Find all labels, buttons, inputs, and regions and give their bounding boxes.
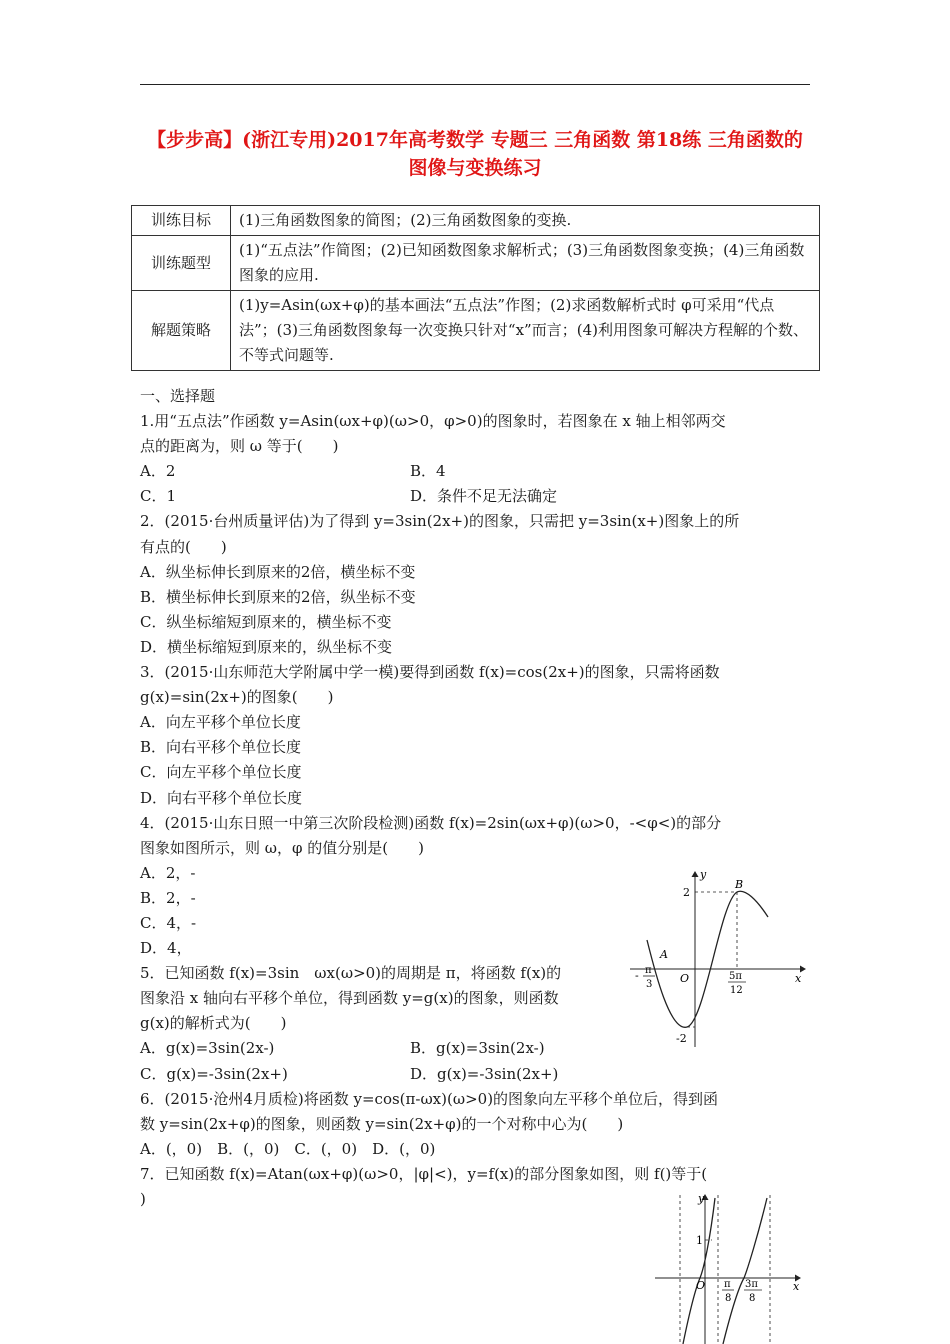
axis-label-x: x bbox=[793, 1280, 800, 1293]
q2-line: 2．(2015·台州质量评估)为了得到 y=3sin(2x+)的图象，只需把 y=3sin(x+)图象上的所 bbox=[140, 512, 740, 531]
origin-label: O bbox=[680, 972, 690, 985]
q1-options bbox=[140, 484, 810, 509]
table-row bbox=[132, 206, 820, 236]
tick-left-den: 3 bbox=[646, 979, 653, 990]
axis-label-x: x bbox=[795, 972, 802, 985]
tick-label-neg2: -2 bbox=[676, 1032, 687, 1045]
tick-t2-den: 8 bbox=[749, 1293, 756, 1304]
option: A．g(x)=3sin(2x-) bbox=[140, 1039, 275, 1058]
option: A．2 bbox=[140, 462, 176, 481]
tick-label-2: 2 bbox=[683, 886, 690, 899]
option: A．2，- bbox=[140, 863, 196, 882]
point-label-a: A bbox=[660, 948, 668, 961]
table-row bbox=[132, 236, 820, 291]
option: D．横坐标缩短到原来的，纵坐标不变 bbox=[140, 637, 393, 656]
q5-line: g(x)的解析式为( ) bbox=[140, 1014, 287, 1033]
q1-options bbox=[140, 459, 810, 484]
q5-line: 5．已知函数 f(x)=3sin ωx(ω>0)的周期是 π，将函数 f(x)的 bbox=[140, 964, 562, 983]
table-value: (1)三角函数图象的简图；(2)三角函数图象的变换. bbox=[231, 206, 820, 236]
option: D．4， bbox=[140, 939, 192, 958]
option: B．向右平移个单位长度 bbox=[140, 738, 302, 757]
q4-line: 4．(2015·山东日照一中第三次阶段检测)函数 f(x)=2sin(ωx+φ)(ω>0，-<φ<)的部分 bbox=[140, 813, 722, 832]
tick-t2-num: 3π bbox=[745, 1279, 758, 1290]
q6-line: 数 y=sin(2x+φ)的图象，则函数 y=sin(2x+φ)的一个对称中心为( ) bbox=[140, 1114, 624, 1133]
axis-label-y: y bbox=[698, 1192, 705, 1205]
q2-line: 有点的( ) bbox=[140, 537, 227, 556]
option: D．g(x)=-3sin(2x+) bbox=[410, 1064, 559, 1083]
q6-line: 6．(2015·沧州4月质检)将函数 y=cos(π-ωx)(ω>0)的图象向左平移个单位后，得到函 bbox=[140, 1089, 719, 1108]
q3-line: 3．(2015·山东师范大学附属中学一模)要得到函数 f(x)=cos(2x+)的图象，只需将函数 bbox=[140, 663, 720, 682]
tick-left-num: π bbox=[645, 965, 652, 976]
tangent-branch bbox=[723, 1198, 767, 1344]
option: B．2，- bbox=[140, 888, 196, 907]
table-key: 训练目标 bbox=[132, 206, 231, 236]
table-key: 训练题型 bbox=[132, 236, 231, 291]
option: C．1 bbox=[140, 487, 177, 506]
q5-options bbox=[140, 1062, 810, 1087]
tick-minus: - bbox=[635, 969, 639, 982]
option: B．g(x)=3sin(2x-) bbox=[410, 1039, 545, 1058]
q6-line: A．(，0) B．(，0) C．(，0) D．(，0) bbox=[140, 1139, 436, 1158]
origin-label: O bbox=[696, 1279, 706, 1292]
option: D．向右平移个单位长度 bbox=[140, 788, 303, 807]
tick-t1-den: 8 bbox=[725, 1293, 732, 1304]
q1-line: 1.用“五点法”作函数 y=Asin(ωx+φ)(ω>0，φ>0)的图象时，若图象在 x 轴上相邻两交 bbox=[140, 412, 726, 431]
option: C．g(x)=-3sin(2x+) bbox=[140, 1064, 288, 1083]
option: D．条件不足无法确定 bbox=[410, 487, 558, 506]
option: B．4 bbox=[410, 462, 446, 481]
tick-right-num: 5π bbox=[729, 971, 742, 982]
section-heading: 一、选择题 bbox=[140, 387, 216, 405]
option: C．向左平移个单位长度 bbox=[140, 763, 302, 782]
tangent-branch bbox=[683, 1198, 715, 1344]
q1-line: 点的距离为，则 ω 等于( ) bbox=[140, 437, 339, 456]
tangent-graph-figure bbox=[650, 1190, 810, 1344]
q7-line: 7．已知函数 f(x)=Atan(ωx+φ)(ω>0，|φ|<)，y=f(x)的部分图象如图，则 f()等于( bbox=[140, 1164, 708, 1183]
table-value: (1)“五点法”作简图；(2)已知函数图象求解析式；(3)三角函数图象变换；(4)三角函数图象的应用. bbox=[231, 236, 820, 291]
q3-line: g(x)=sin(2x+)的图象( ) bbox=[140, 688, 334, 707]
tick-label-1: 1 bbox=[696, 1234, 703, 1247]
q7-line: ) bbox=[140, 1190, 146, 1208]
table-key: 解题策略 bbox=[132, 291, 231, 371]
table-value: (1)y=Asin(ωx+φ)的基本画法“五点法”作图；(2)求函数解析式时 φ可采用“代点法”；(3)三角函数图象每一次变换只针对“x”而言；(4)利用图象可解决方程解的个数、不等式问题等. bbox=[231, 291, 820, 371]
option: B．横坐标伸长到原来的2倍，纵坐标不变 bbox=[140, 587, 416, 606]
q5-line: 图象沿 x 轴向右平移个单位，得到函数 y=g(x)的图象，则函数 bbox=[140, 989, 559, 1008]
tick-t1-num: π bbox=[724, 1279, 731, 1290]
table-row bbox=[132, 291, 820, 371]
option: C．纵坐标缩短到原来的，横坐标不变 bbox=[140, 612, 392, 631]
option: A．纵坐标伸长到原来的2倍，横坐标不变 bbox=[140, 562, 416, 581]
page-title: 【步步高】(浙江专用)2017年高考数学 专题三 三角函数 第18练 三角函数的图像与变换练习 bbox=[147, 129, 803, 179]
top-rule bbox=[140, 84, 810, 85]
question-body bbox=[140, 384, 810, 1212]
axis-label-y: y bbox=[700, 868, 707, 881]
point-label-b: B bbox=[735, 878, 744, 891]
info-table bbox=[131, 205, 820, 371]
sine-graph-figure bbox=[625, 862, 815, 1052]
tick-right-den: 12 bbox=[730, 985, 743, 996]
q4-line: 图象如图所示，则 ω，φ 的值分别是( ) bbox=[140, 838, 424, 857]
option: A．向左平移个单位长度 bbox=[140, 713, 301, 732]
option: C．4，- bbox=[140, 913, 197, 932]
